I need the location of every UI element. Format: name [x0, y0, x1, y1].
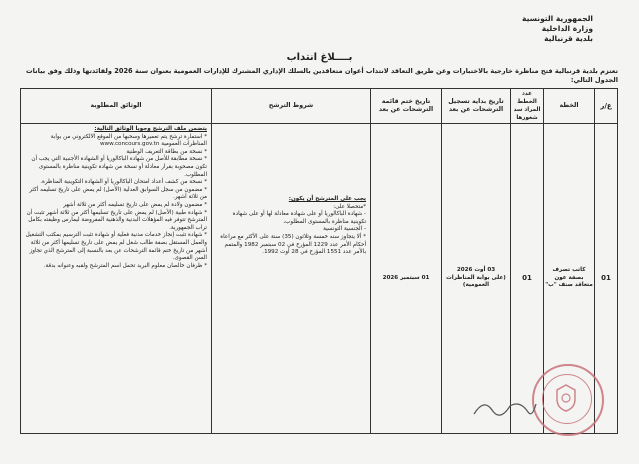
- issuer-header: [522, 14, 593, 44]
- document-item: * شهادة طبية (الأصل) لم يمض على تاريخ تسليمها أكثر من ثلاثة أشهر تثبت أن المترشح تتوفر فيه المؤهلات البدنية والذهنية المفروضة ليمارس وظيفته بكامل تراب الجمهورية.: [26, 209, 207, 231]
- stamp-emblem-icon: [553, 383, 579, 413]
- header-conditions: شروط الترشح: [212, 89, 371, 124]
- conditions-heading: يجب على المترشح أن يكون:: [288, 196, 366, 202]
- document-item: * شهادة تثبت إنجاز خدمات مدنية فعلية أو شهادة تثبت الترسيم بمكتب التشغيل والعمل المستقل بصفة طالب شغل لم يمض على تاريخ تسليمها أكثر من ثلاثة أشهر من تاريخ ختم قائمة الترشحات عن بعد بالنسبة إلى المترشح الذي تجاوز السن القصوى.: [25, 232, 207, 262]
- table-row: [21, 124, 618, 434]
- header-start-date: تاريخ بداية تسجيل الترشحات عن بعد: [442, 89, 511, 124]
- condition-item: - الجنسية التونسية: [323, 226, 366, 233]
- document-item: * مضمون من سجل السوابق العدلية (الأصل) لم يمض على تاريخ تسليمه أكثر من ثلاثة أشهر.: [29, 186, 207, 201]
- recruitment-table: [20, 88, 618, 434]
- row-count: 01: [511, 124, 544, 434]
- document-item: * ظرفان خالصان معلوم البريد تحمل اسم المترشح ولقبه وعنوانه بدقة.: [43, 262, 207, 269]
- start-date: 03 أوت 2026: [456, 267, 496, 274]
- condition-item: - شهادة الباكالوريا أو على شهادة معادلة لها أو على شهادة تكوينية مناظرة بالمستوى المطلوب،: [232, 211, 366, 225]
- condition-item: *متحصلا على:: [333, 203, 366, 210]
- header-country: الجمهورية التونسية: [522, 14, 593, 23]
- document-item: * نسخة من بطاقة التعريف الوطنية: [126, 148, 207, 155]
- header-end-date: تاريخ ختم قائمة الترشحات عن بعد: [371, 89, 442, 124]
- header-num: ع/ر: [595, 89, 618, 124]
- document-item: * نسخة من كشف أعداد امتحان الباكالوريا أو الشهادة التكوينية المناظرة.: [40, 179, 207, 186]
- header-municipality: بلدية قرنبالية: [544, 34, 593, 43]
- signature-icon: [470, 392, 540, 422]
- header-ministry: وزارة الداخلية: [541, 24, 593, 33]
- document-item: * مضمون ولادة لم يمض على تاريخ تسليمه أكثر من ثلاثة أشهر: [63, 201, 207, 208]
- header-count: عدد الخطط المراد سد شغورها: [511, 89, 544, 124]
- row-plan: كاتب تصرف بصفة عون متعاقد صنف "ب": [544, 124, 595, 434]
- document-item: * استمارة ترشح يتم تعميرها وسحبها من الموقع الالكتروني من بوابة المناظرات العمومية www.concours.gov.tn: [50, 133, 207, 148]
- condition-item: * ألا يتجاوز سنه خمسة وثلاثون (35) سنة على الأكثر مع مراعاة أحكام الأمر عدد 1229 المؤرخ في 02 سبتمبر 1982 والمتمم بالأمر عدد 1551 المؤرخ في 28 أوت 1992.: [220, 233, 366, 256]
- official-stamp: [532, 364, 604, 436]
- header-plan: الخطة: [544, 89, 595, 124]
- document-title: بــــلاغ انتداب: [286, 52, 353, 63]
- row-end-date: 01 سبتمبر 2026: [371, 124, 442, 434]
- intro-paragraph: تعتزم بلدية قرنبالية فتح مناظرة خارجية بالاختبارات وعن طريق التعاقد لانتداب أعوان متعاقدين بالسلك الإداري المشترك للإدارات العمومية بعنوان سنة 2026 ولفائدتها وذلك وفق بيانات الجدول التالي:: [26, 67, 618, 84]
- row-num: 01: [595, 124, 618, 434]
- document-item: * نسخة مطابقة للأصل من شهادة الباكالوريا أو الشهادة الأجنبية التي يجب أن تكون مصحوبة بقرار معادلة أو نسخة من شهادة تكوينية مناظرة بالمستوى المطلوب.: [31, 156, 207, 178]
- table-header-row: [21, 89, 618, 124]
- header-documents: الوثائق المطلوبة: [21, 89, 212, 124]
- documents-heading: يتضمن ملف الترشح وجوبا الوثائق التالية:: [94, 126, 207, 132]
- row-documents: [21, 124, 212, 434]
- row-conditions: [212, 124, 371, 434]
- start-note: (على بوابة المناظرات العمومية): [446, 274, 506, 289]
- row-start: [442, 124, 511, 434]
